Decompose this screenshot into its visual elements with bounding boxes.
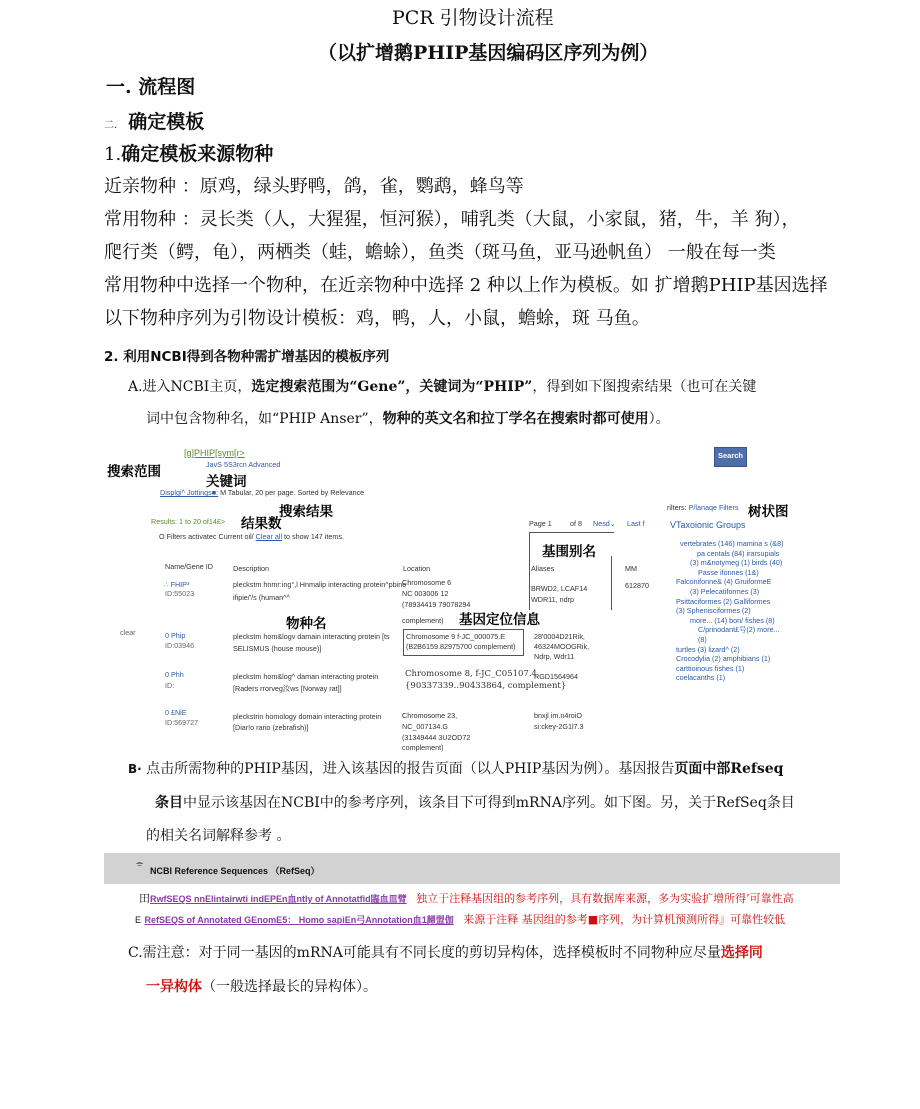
item1-number: 1. xyxy=(104,144,122,165)
refseq-title: NCBI Reference Sequences （RefSeq） xyxy=(150,866,320,876)
annotation-species-name: 物种名 xyxy=(286,616,327,632)
gene-location-accession: NC 003006 12 xyxy=(402,589,449,598)
item1-title: 确定模板来源物种 xyxy=(121,143,274,165)
col-alias-header: Aliases xyxy=(531,564,555,573)
sub-heading-number: 二. xyxy=(104,120,118,131)
refseq-annotated-note: 来源于注释 基因组的参考■序列，为计算机预测所得』可靠性较低 xyxy=(463,913,786,926)
search-button[interactable]: Search xyxy=(714,447,747,467)
gene-location-range: (78934419 79078294 xyxy=(402,600,471,609)
filters-text: O Filters activatec Current oil/ xyxy=(159,532,254,541)
step-b-line3: 的相关名词解释参考 。 xyxy=(146,828,291,844)
taxonomy-item[interactable]: C/prinodant£号(2) more... xyxy=(698,625,780,635)
gene-alias: 28'0004D21Rik, xyxy=(534,632,585,641)
taxonomy-item[interactable]: (8) xyxy=(698,635,707,644)
step-b-text: 点击所需物种的PHIP基因，进入该基因的报告页面（以人PHIP基因为例）。基因报告 xyxy=(146,761,675,777)
search-hint[interactable]: JavS 5S3rcn Advanced xyxy=(206,460,281,469)
gene-id: ID:03946 xyxy=(165,641,195,650)
gene-alias: Ndrp, Wdr11 xyxy=(534,652,575,661)
next-page-link[interactable]: Nesd⌄ xyxy=(593,519,616,528)
refseq-header-bar xyxy=(104,853,840,884)
taxonomy-item[interactable]: carttioinous fishes (1) xyxy=(676,663,745,673)
expand-icon[interactable]: E xyxy=(135,915,142,925)
filters-header-label: rilters: xyxy=(667,503,687,512)
taxonomy-item[interactable]: (3) m&notymeg (1) birds (40) xyxy=(690,558,783,568)
taxonomic-groups-title[interactable]: VTaxoionic Groups xyxy=(670,520,746,530)
step-b-text2: 中显示该基因在NCBI中的参考序列，该条目下可得到mRNA序列。如下图。另，关于RefSeq条目 xyxy=(183,795,795,811)
results-count: Results: 1 to 20 of14£> xyxy=(151,517,226,526)
gene-name-link[interactable]: 0 £NiE xyxy=(165,708,187,717)
taxonomy-item[interactable]: Crocodylia (2) amphibians (1) xyxy=(676,654,771,664)
taxonomy-item[interactable]: (3) Pelecatiformes (3) xyxy=(690,587,760,596)
clear-label[interactable]: clear xyxy=(120,628,136,637)
gene-description: pleckstm hom&logv damain interacting protein [ts xyxy=(233,632,390,641)
annotation-search-range: 搜索范围 xyxy=(107,464,161,480)
ncbi-search-screenshot xyxy=(100,436,820,754)
gene-location: Chromosome 6 xyxy=(402,578,452,587)
gene-location: Chromosome 23, xyxy=(402,711,458,720)
step-b-line1 xyxy=(128,758,783,778)
gene-alias: RGD1564964 xyxy=(534,672,578,681)
gene-name-link[interactable]: ∴ FHIP³ xyxy=(164,580,190,589)
filters-header xyxy=(667,503,739,512)
last-page-link[interactable]: Last f xyxy=(627,519,645,528)
step-a-rest: ，得到如下图搜索结果（也可在关键 xyxy=(532,379,757,395)
gene-location-strand: complement) xyxy=(402,616,444,625)
gene-location-range: (B2B6159.82975700 complement) xyxy=(406,642,516,651)
page-title: PCR 引物设计流程 xyxy=(392,7,554,29)
step-a-line1 xyxy=(128,376,756,396)
step-c-text2: （一般选择最长的异构体）。 xyxy=(202,979,377,995)
gene-id: ID: xyxy=(165,681,175,690)
gene-alias: bnxjl im.n4roiO xyxy=(534,711,582,720)
step-a-bold: 选定搜索范围为“Gene”，关键词为“PHIP” xyxy=(251,379,533,395)
refseq-line1 xyxy=(139,890,794,906)
taxonomy-item[interactable]: Passe ifonnes (1&) xyxy=(698,567,759,577)
section2-heading: 2. 利用NCBI得到各物种需扩增基因的模板序列 xyxy=(104,349,390,365)
gene-alias: BRWD2, LCAF14 xyxy=(531,584,588,593)
taxonomy-item[interactable]: Psittaciformes (2) Galliformes xyxy=(676,596,771,606)
collapse-icon[interactable]: ⌯ xyxy=(136,858,144,868)
taxonomy-item[interactable]: coelacanths (1) xyxy=(676,673,726,683)
gene-id: ID:55023 xyxy=(165,589,195,598)
gene-description: pleckstm hom&log^ daman interacting protein xyxy=(233,672,379,681)
col-desc-header: Description xyxy=(233,564,269,573)
step-c-red: 选择同 xyxy=(720,945,763,961)
sub-heading xyxy=(104,107,204,134)
gene-description-species: ifipie/'/s (human^^ xyxy=(233,593,290,602)
taxonomy-item[interactable]: vertebrates (146) mamina s (&8) xyxy=(680,539,784,548)
alias-divider-top xyxy=(529,532,614,533)
step-a-text: 词中包含物种名，如“PHIP Anser”， xyxy=(146,411,383,427)
taxonomy-item[interactable]: turtles (3) lizard^ (2) xyxy=(676,644,740,654)
gene-alias: WDR11, ndrp xyxy=(531,595,575,604)
gene-mim: 612870 xyxy=(625,581,649,590)
gene-alias: si:ckey-2G1l7.3 xyxy=(534,722,584,731)
sub-heading-text: 确定模板 xyxy=(128,111,205,133)
annotation-search-results: 搜索结果 xyxy=(279,504,333,520)
search-field[interactable]: [g]PHIP[sym[r> xyxy=(184,448,245,458)
page-subtitle: （以扩增鹅PHIP基因编码区序列为例） xyxy=(318,42,659,64)
gene-location-range: {90337339..90433864, complement} xyxy=(405,681,567,691)
gene-name-link[interactable]: 0 Phh xyxy=(165,670,184,679)
paragraph-line: 常用物种中选择一个物种，在近亲物种中选择 2 种以上作为模板。如 扩增鹅PHIP基因选择 xyxy=(104,275,828,296)
step-b-line2 xyxy=(155,792,795,812)
step-b-bold-entry: 条目 xyxy=(155,795,183,811)
step-c-line2 xyxy=(146,976,377,996)
refseq-line2 xyxy=(135,911,785,927)
annotation-result-count: 结果数 xyxy=(241,516,282,532)
step-a-line2 xyxy=(146,408,670,428)
item1-heading xyxy=(104,139,273,166)
step-c-text: C.需注意：对于同一基因的mRNA可能具有不同长度的剪切异构体，选择模板时不同物种应尽量 xyxy=(128,945,721,961)
gene-location-strand: complement) xyxy=(402,743,444,752)
annotation-tree: 树状图 xyxy=(748,504,789,520)
step-a-bold2: 物种的英文名和拉丁学名在搜索时都可使用 xyxy=(382,411,649,427)
step-a-prefix: A.进入NCBI主页， xyxy=(128,379,252,395)
paragraph-line: 近亲物种 ：原鸡，绿头野鸭，鸽，雀，鹦鹉，蜂鸟等 xyxy=(104,176,524,197)
page-label: Page 1 xyxy=(529,519,552,528)
step-c-line1 xyxy=(128,942,763,962)
col-name-header: Name/Gene ID xyxy=(165,562,213,571)
clear-all-link[interactable]: Clear all xyxy=(255,532,283,541)
step-a-end: ）。 xyxy=(648,411,670,427)
paragraph-line: 以下物种序列为引物设计模板：鸡，鸭，人，小鼠，蟾蜍，斑 马鱼。 xyxy=(104,308,650,329)
taxonomy-item[interactable]: pa centals (84) irarsupials xyxy=(697,548,780,558)
paragraph-line: 常用物种 ：灵长类（人，大猩猩，恒河猴），哺乳类（大鼠，小家鼠，猪，牛，羊 狗）， xyxy=(104,209,800,230)
annotation-keyword: 关键词 xyxy=(206,474,247,490)
gene-description: pleckstm hnmr:ing°,l Hnmalip interacting protein^pbino xyxy=(233,580,407,589)
gene-location-accession: NC_007134.G xyxy=(402,722,448,731)
gene-description-species: SELISMUS (house mouse)] xyxy=(233,644,322,653)
manage-filters-link[interactable]: P/lanaqe Filters xyxy=(688,503,739,512)
filters-line xyxy=(159,532,344,541)
paragraph-line: 爬行类（鳄，龟），两栖类（蛙，蟾蜍），鱼类（斑马鱼，亚马逊帆鱼） 一般在每一类 xyxy=(104,242,776,263)
gene-description-species: [Raders rrorveg汝ws [Norway rat]] xyxy=(233,684,342,693)
step-b-prefix: B· xyxy=(128,762,142,776)
gene-description: pleckstrin homology domain interacting protein xyxy=(233,712,382,721)
expand-icon[interactable]: 田 xyxy=(139,892,150,905)
gene-description-species: [Diar!o rario (zebrafish)] xyxy=(233,723,309,732)
alias-divider-left xyxy=(529,532,530,610)
step-c-red2: 一异构体 xyxy=(146,979,202,995)
annotation-gene-alias: 基围别名 xyxy=(542,544,596,560)
display-settings-value: M Tabular, 20 per page. Sorted by Relevance xyxy=(220,488,365,497)
display-settings xyxy=(160,488,364,497)
taxonomy-item[interactable]: more... (14) bon/ fishes (8) xyxy=(690,615,775,625)
gene-location: Chromosome 8, f-JC_C05107.4 xyxy=(405,669,537,679)
section-heading-flowchart: 一. 流程图 xyxy=(106,76,196,98)
refseq-independent-note: 独立于注释基因组的参考序列，具有数据库来源，多为实验扩增所得’可靠性高 xyxy=(416,892,794,905)
gene-location-range: (31349444 3U2OD72 xyxy=(402,733,471,742)
gene-id: ID:569727 xyxy=(165,718,199,727)
filters-text-end: to show 147 items. xyxy=(284,532,344,541)
step-b-bold: 页面中部Refseq xyxy=(674,761,784,777)
display-settings-link[interactable]: Displgi^ Jottings■: xyxy=(160,488,219,497)
annotation-location-info: 基因定位信息 xyxy=(459,612,540,628)
refseq-annotated-link[interactable]: RefSEQS of Annotated GEnomE5： Homo sapiEn弓Annotation血1歸盟伽 xyxy=(144,915,454,925)
gene-name-link[interactable]: 0 Phip xyxy=(165,631,186,640)
alias-divider-right xyxy=(611,556,612,610)
refseq-independent-link[interactable]: RwfSEQS nnElintairwti indEPEn血ntly of Annotatfid臨血皿臂 xyxy=(150,894,407,904)
taxonomy-item[interactable]: Falconifonne& (4) GruiformeE xyxy=(676,577,772,587)
col-location-header: Location xyxy=(403,564,431,573)
taxonomy-item[interactable]: (3) Sphenisciformes (2) xyxy=(676,606,751,616)
gene-alias: 46324MOOGRik, xyxy=(534,642,590,651)
page-of: of 8 xyxy=(570,519,582,528)
gene-location: Chromosome 9 f-JC_000075.E xyxy=(406,632,506,641)
col-mim-header: MM xyxy=(625,564,637,573)
